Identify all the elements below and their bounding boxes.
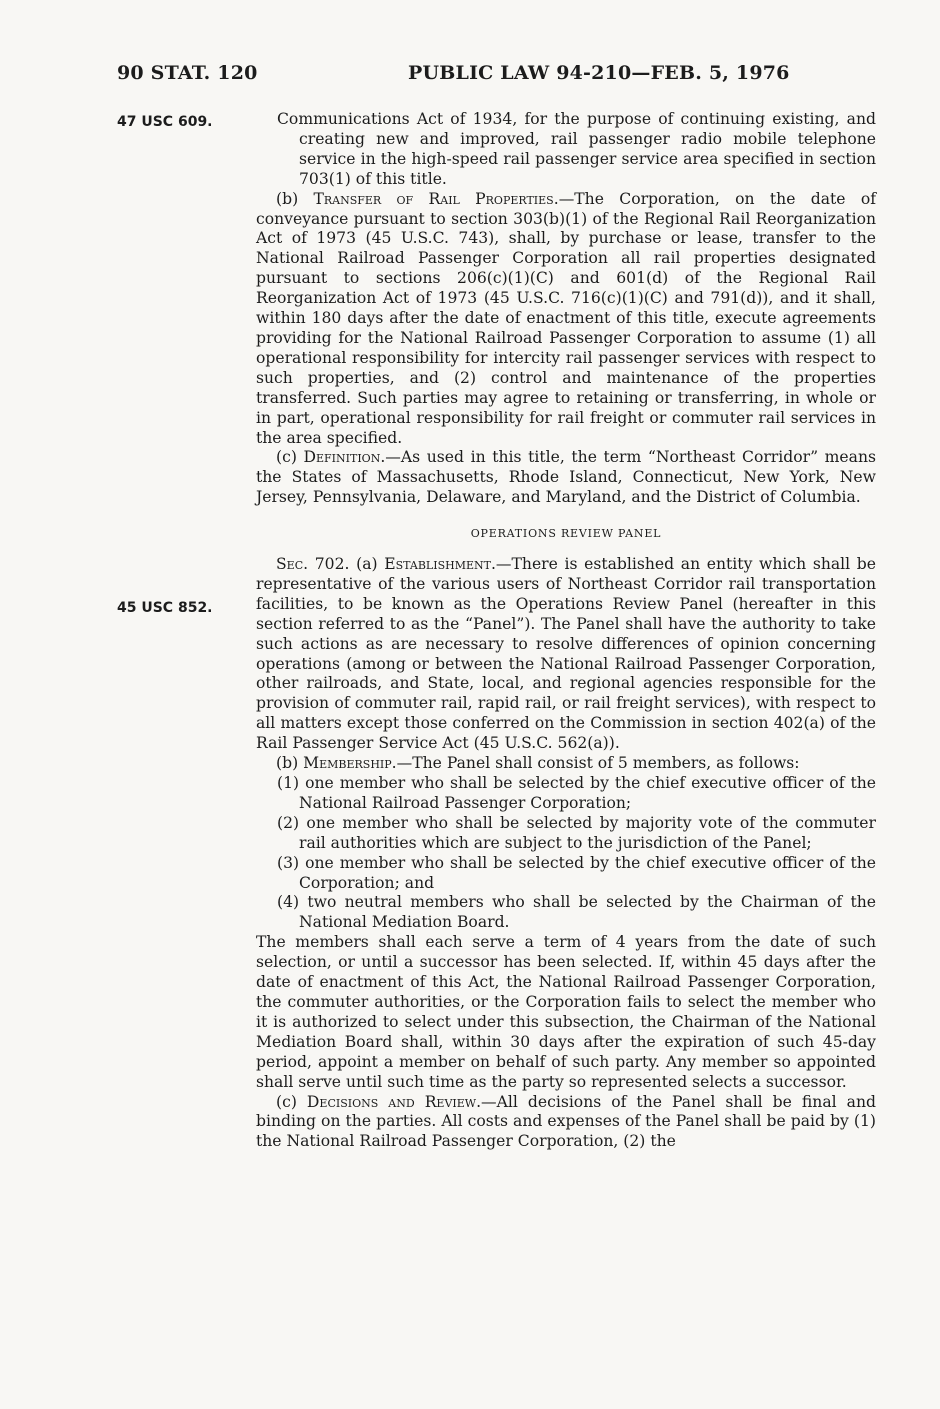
paragraph-terms: The members shall each serve a term of 4 years from the date of such selection, or until a successor has been selected. If, within 45 days after the date of enactment of this Act, the National Railroad Passenger Corporation, the commuter authorities, or the Corporation fails to select the member who it is authorized to select under this subsection, the Chairman of the National Mediation Board shall, within 30 days after the expiration of such 45-day period, appoint a member on behalf of such party. Any member so appointed shall serve until such time as the party so represented selects a successor. bbox=[256, 933, 876, 1091]
subsection-heading: Establishment. bbox=[384, 555, 496, 574]
margin-note-2: 45 USC 852. bbox=[117, 600, 213, 616]
subsection-heading: Transfer of Rail Properties. bbox=[313, 189, 559, 208]
paragraph-b-membership: (b) Membership.—The Panel shall consist of 5 members, as follows: bbox=[276, 754, 800, 773]
paragraph-c-decisions: (c) Decisions and Review.—All decisions of the Panel shall be final and binding on the parties. All costs and expenses of the Panel shall be paid by (1) the National Railroad Passenger Corporation, (2) the bbox=[256, 1092, 876, 1151]
paragraph-c-definition: (c) Definition.—As used in this title, the term “Northeast Corridor” means the States of Massachusetts, Rhode Island, Connecticut, New York, New Jersey, Pennsylvania, Delaware, and Maryland, and the District of Columbia. bbox=[256, 448, 876, 507]
paragraph-sec-702-a: Sec. 702. (a) Establishment.—There is established an entity which shall be representative of the various users of Northeast Corridor rail transportation facilities, to be known as the Operations Review Panel (hereafter in this section referred to as the “Panel”). The Panel shall have the authority to take such actions as are necessary to resolve differences of opinion concerning operations (among or between the National Railroad Passenger Corporation, other railroads, and State, local, and regional agencies responsible for the provision of commuter rail, rapid rail, or rail freight services), with respect to all matters except those conferred on the Commission in section 402(a) of the Rail Passenger Service Act (45 U.S.C. 562(a)). bbox=[256, 555, 876, 753]
list-item: (2) one member who shall be selected by majority vote of the commuter rail authorities which are subject to the jurisdiction of the Panel; bbox=[277, 813, 876, 852]
page-title: PUBLIC LAW 94-210—FEB. 5, 1976 bbox=[408, 62, 790, 84]
statute-page-number: 90 STAT. 120 bbox=[117, 62, 258, 84]
subsection-heading: Membership. bbox=[303, 754, 397, 773]
paragraph-b-transfer: (b) Transfer of Rail Properties.—The Corporation, on the date of conveyance pursuant to section 303(b)(1) of the Regional Rail Reorganization Act of 1973 (45 U.S.C. 743), shall, by purchase or lease, transfer to the National Railroad Passenger Corporation all rail properties designated pursuant to sections 206(c)(1)(C) and 601(d) of the Regional Rail Reorganization Act of 1973 (45 U.S.C. 716(c)(1)(C) and 791(d)), and it shall, within 180 days after the date of enactment of this title, execute agreements providing for the National Railroad Passenger Corporation to assume (1) all operational responsibility for intercity rail passenger services with respect to such properties, and (2) control and maintenance of the properties transferred. Such parties may agree to retaining or transferring, in whole or in part, operational responsibility for rail freight or commuter rail services in the area specified. bbox=[256, 189, 876, 447]
paragraph-continuation: Communications Act of 1934, for the purpose of continuing existing, and creating new and improved, rail passenger radio mobile telephone service in the high-speed rail passenger service area specified in section 703(1) of this title. bbox=[277, 110, 876, 188]
list-item: (1) one member who shall be selected by the chief executive officer of the National Railroad Passenger Corporation; bbox=[277, 774, 876, 812]
list-item: (3) one member who shall be selected by the chief executive officer of the Corporation; and bbox=[277, 853, 876, 892]
margin-note-1: 47 USC 609. bbox=[117, 114, 213, 130]
subsection-heading: Definition. bbox=[303, 448, 386, 467]
list-item: (4) two neutral members who shall be selected by the Chairman of the National Mediation Board. bbox=[277, 893, 876, 932]
section-heading: OPERATIONS REVIEW PANEL bbox=[470, 527, 662, 541]
subsection-heading: Decisions and Review. bbox=[306, 1092, 482, 1111]
body-text bbox=[256, 110, 876, 1152]
